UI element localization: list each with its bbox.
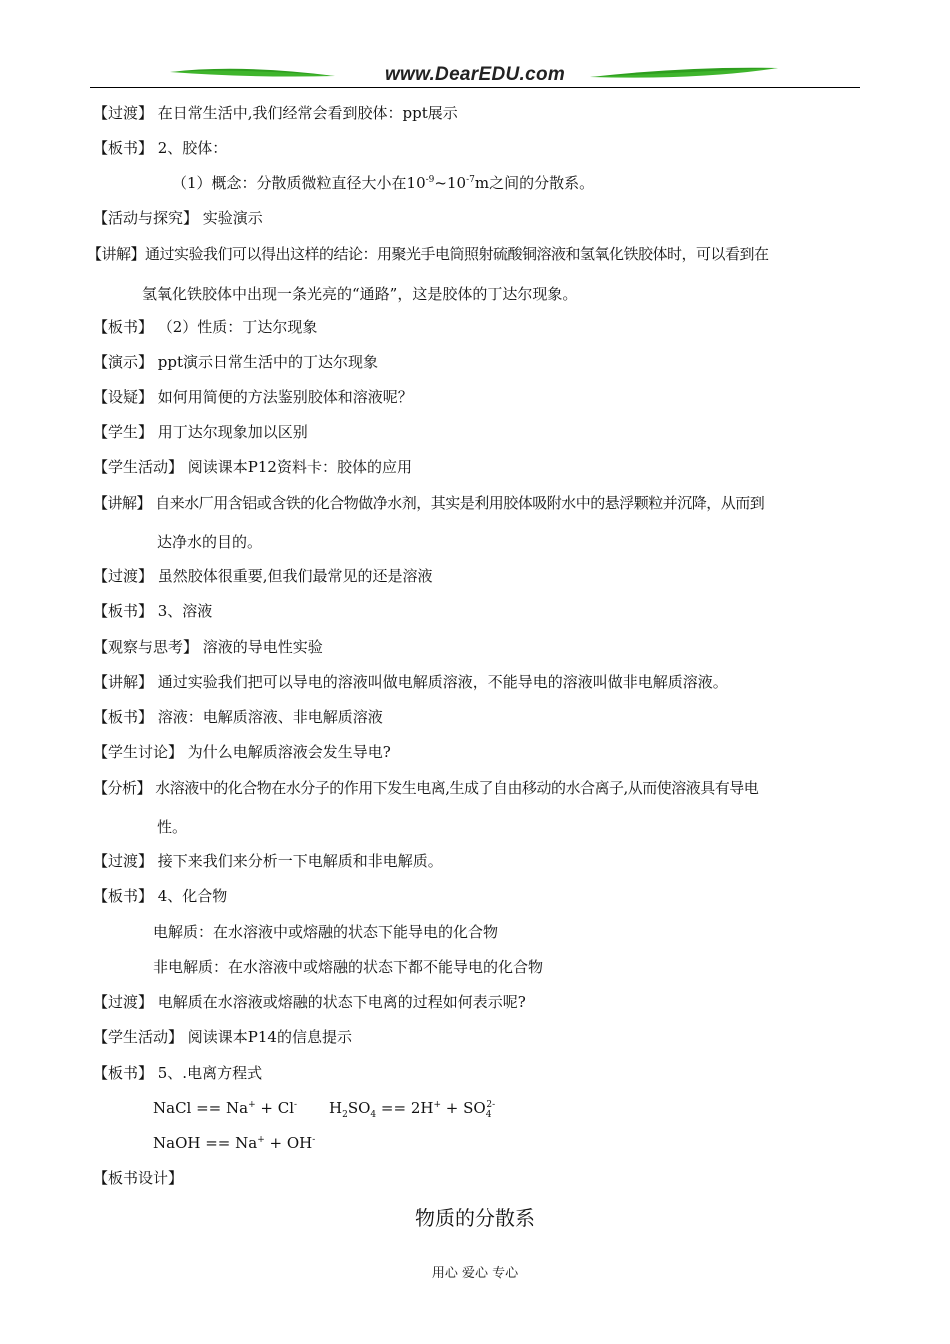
- text-line: 电解质：在水溶液中或熔融的状态下能导电的化合物: [153, 923, 499, 941]
- text-line: 【板书】 3、溶液: [93, 602, 213, 620]
- page-footer: 用心 爱心 专心: [431, 1266, 519, 1281]
- text-line: 达净水的目的。: [157, 533, 263, 551]
- text-line: 【过渡】 在日常生活中,我们经常会看到胶体：ppt展示: [93, 104, 458, 122]
- text-line: 【过渡】 接下来我们来分析一下电解质和非电解质。: [93, 852, 443, 870]
- text-line: 【板书设计】: [93, 1169, 184, 1187]
- text-line: 【学生讨论】 为什么电解质溶液会发生导电?: [93, 743, 391, 761]
- text-line: 【观察与思考】 溶液的导电性实验: [93, 638, 323, 656]
- concept-line: （1）概念：分散质微粒直径大小在$10^{-9}\sim 10^{-7}m$之间的分散系。: [172, 174, 595, 192]
- text-line: 【讲解】 通过实验我们把可以导电的溶液叫做电解质溶液，不能导电的溶液叫做非电解质溶液。: [93, 673, 728, 691]
- text-line: 【过渡】 虽然胶体很重要,但我们最常见的还是溶液: [93, 567, 433, 585]
- text-line: 【学生活动】 阅读课本P14的信息提示: [93, 1028, 352, 1046]
- text-line: 【活动与探究】 实验演示: [93, 209, 263, 227]
- text-line: 【板书】 4、化合物: [93, 887, 228, 905]
- text-line: 【讲解】 自来水厂用含铝或含铁的化合物做净水剂，其实是利用胶体吸附水中的悬浮颗粒并沉降，从而到: [93, 494, 765, 512]
- text-line: 【过渡】 电解质在水溶液或熔融的状态下电离的过程如何表示呢?: [93, 993, 526, 1011]
- text-line: 【学生】 用丁达尔现象加以区别: [93, 423, 308, 441]
- text-line: 【板书】 溶液：电解质溶液、非电解质溶液: [93, 708, 383, 726]
- text-line: 【演示】 ppt演示日常生活中的丁达尔现象: [93, 353, 379, 371]
- text-line: 非电解质：在水溶液中或熔融的状态下都不能导电的化合物: [153, 958, 544, 976]
- text-line: 【设疑】 如何用简便的方法鉴别胶体和溶液呢？: [93, 388, 413, 406]
- page-header: [90, 60, 860, 90]
- header-divider: [90, 87, 860, 88]
- site-logo: www.DearEDU.com: [384, 64, 566, 85]
- equation-naoh: NaOH == Na+ + OH-: [153, 1134, 316, 1152]
- equation-h2so4: $H_2SO_4 == 2H^+ + SO_4^{2-}$: [329, 1099, 496, 1120]
- text-line: 【板书】 2、胶体：: [93, 139, 228, 157]
- text-line: 氢氧化铁胶体中出现一条光亮的“通路”，这是胶体的丁达尔现象。: [142, 285, 578, 303]
- text-line: 【学生活动】 阅读课本P12资料卡：胶体的应用: [93, 458, 412, 476]
- text-line: 性。: [157, 818, 188, 836]
- text-line: 【讲解】通过实验我们可以得出这样的结论：用聚光手电筒照射硫酸铜溶液和氢氧化铁胶体时，可以看到在: [87, 245, 769, 263]
- text-line: 【分析】 水溶液中的化合物在水分子的作用下发生电离,生成了自由移动的水合离子,从而使溶液具有导电: [93, 779, 759, 797]
- equation-nacl: NaCl == Na+ + Cl-: [153, 1099, 298, 1117]
- text-line: 【板书】 5、.电离方程式: [93, 1064, 263, 1082]
- board-title: 物质的分散系: [415, 1206, 535, 1230]
- text-line: 【板书】 （2）性质：丁达尔现象: [93, 318, 318, 336]
